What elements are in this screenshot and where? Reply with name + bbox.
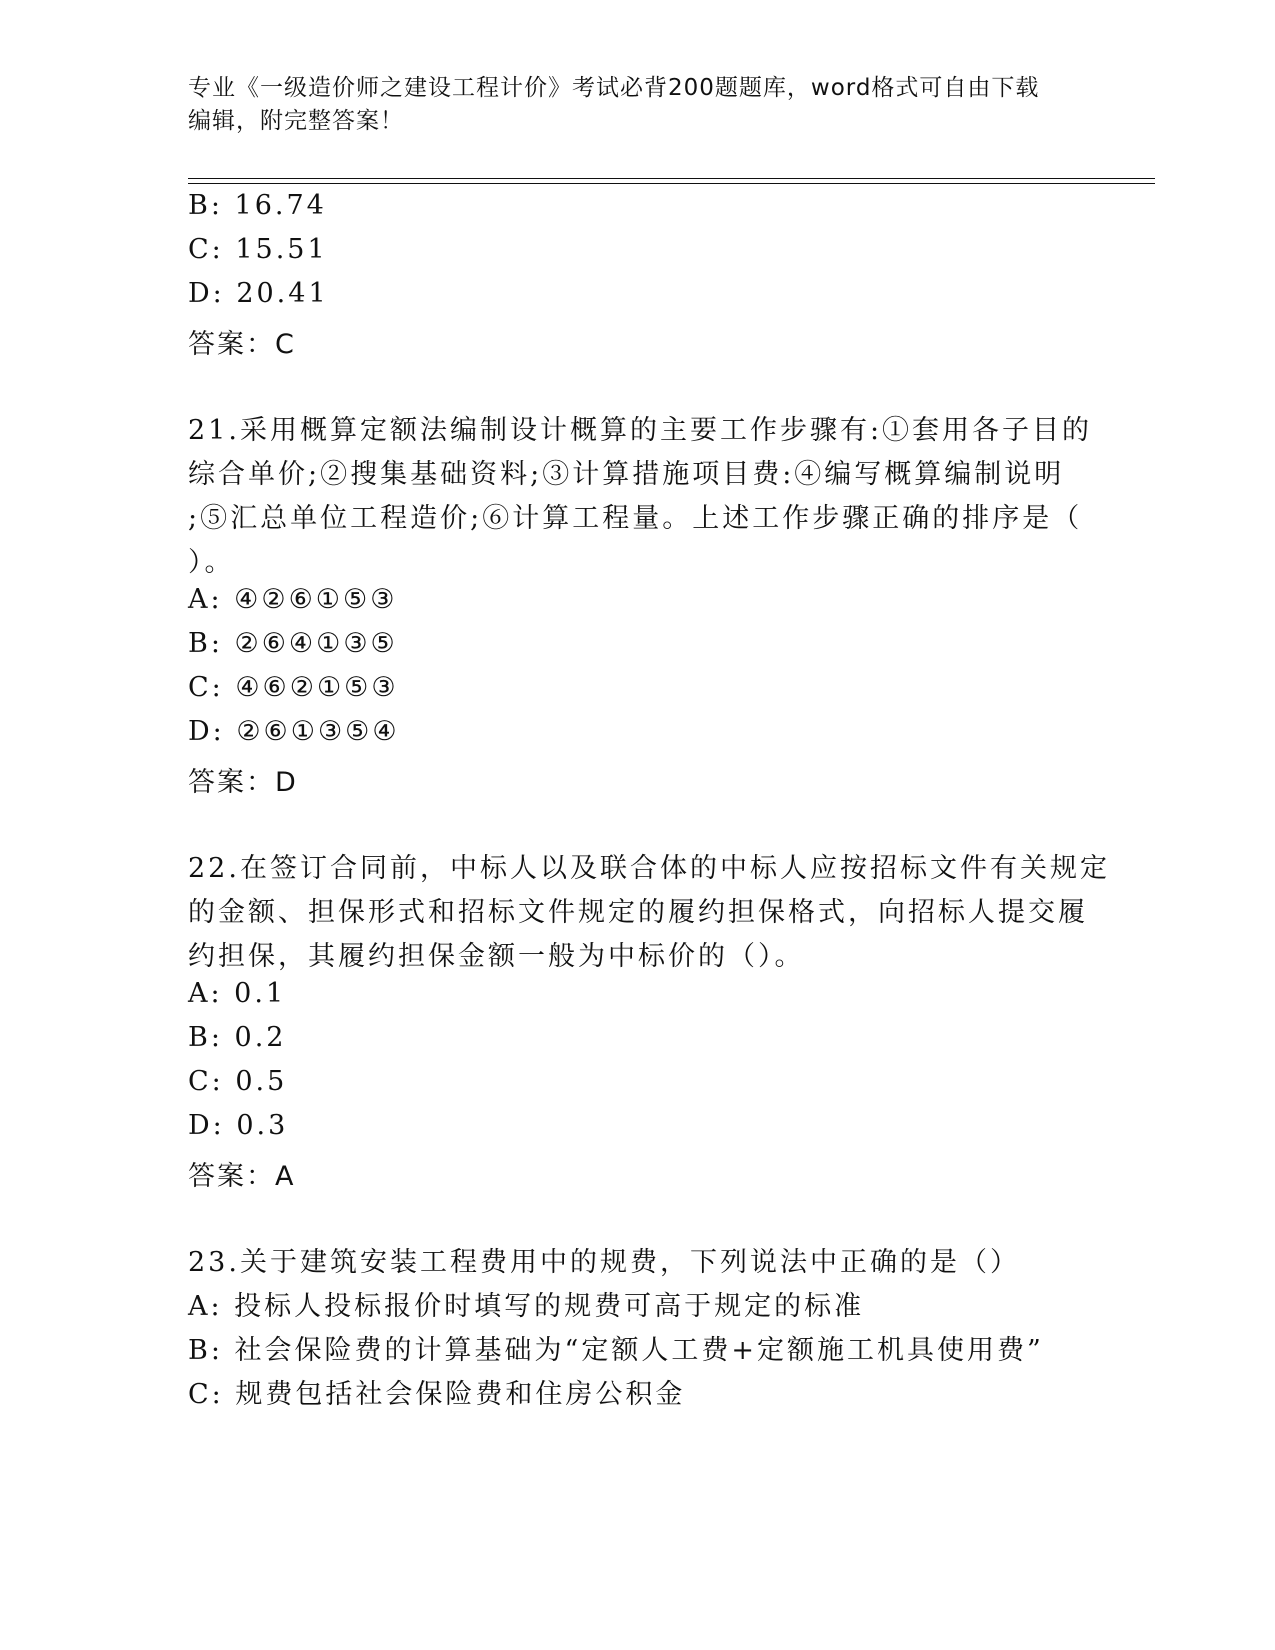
q21-option-c: C: ④⑥②①⑤③ [188, 672, 399, 703]
q23-option-a: A: 投标人投标报价时填写的规费可高于规定的标准 [188, 1291, 865, 1322]
q21-option-a: A: ④②⑥①⑤③ [188, 584, 398, 615]
q20-option-d: D: 20.41 [188, 278, 329, 309]
q21-option-b: B: ②⑥④①③⑤ [188, 628, 398, 659]
q21-stem-line-1: 21.采用概算定额法编制设计概算的主要工作步骤有:①套用各子目的 [188, 415, 1093, 446]
q21-option-d: D: ②⑥①③⑤④ [188, 716, 400, 747]
q21-stem-line-4: ）。 [188, 547, 235, 578]
q23-option-c: C: 规费包括社会保险费和住房公积金 [188, 1379, 686, 1410]
q20-answer: 答案：C [188, 329, 296, 360]
q22-option-d: D: 0.3 [188, 1110, 289, 1141]
document-header [188, 72, 1068, 138]
q22-answer: 答案：A [188, 1161, 296, 1192]
q23-stem-line-1: 23.关于建筑安装工程费用中的规费，下列说法中正确的是（） [188, 1247, 1020, 1278]
header-divider-top [188, 178, 1155, 179]
q22-stem-line-2: 的金额、担保形式和招标文件规定的履约担保格式，向招标人提交履 [188, 897, 1088, 928]
q21-stem-line-2: 综合单价;②搜集基础资料;③计算措施项目费:④编写概算编制说明 [188, 459, 1065, 490]
header-line-2: 编辑，附完整答案！ [188, 108, 404, 134]
header-divider-bottom [188, 183, 1155, 184]
q21-stem-line-3: ;⑤汇总单位工程造价;⑥计算工程量。上述工作步骤正确的排序是（ [188, 503, 1083, 534]
q22-option-a: A: 0.1 [188, 978, 287, 1009]
q22-option-c: C: 0.5 [188, 1066, 288, 1097]
q21-answer: 答案：D [188, 767, 298, 798]
q22-stem-line-1: 22.在签订合同前，中标人以及联合体的中标人应按招标文件有关规定 [188, 853, 1110, 884]
header-line-1: 专业《一级造价师之建设工程计价》考试必背200题题库，word格式可自由下载 [188, 75, 1040, 101]
q20-option-c: C: 15.51 [188, 234, 328, 265]
q23-option-b: B: 社会保险费的计算基础为“定额人工费+定额施工机具使用费” [188, 1335, 1044, 1366]
q22-option-b: B: 0.2 [188, 1022, 287, 1053]
q22-stem-line-3: 约担保，其履约担保金额一般为中标价的（）。 [188, 941, 805, 972]
q20-option-b: B: 16.74 [188, 190, 327, 221]
